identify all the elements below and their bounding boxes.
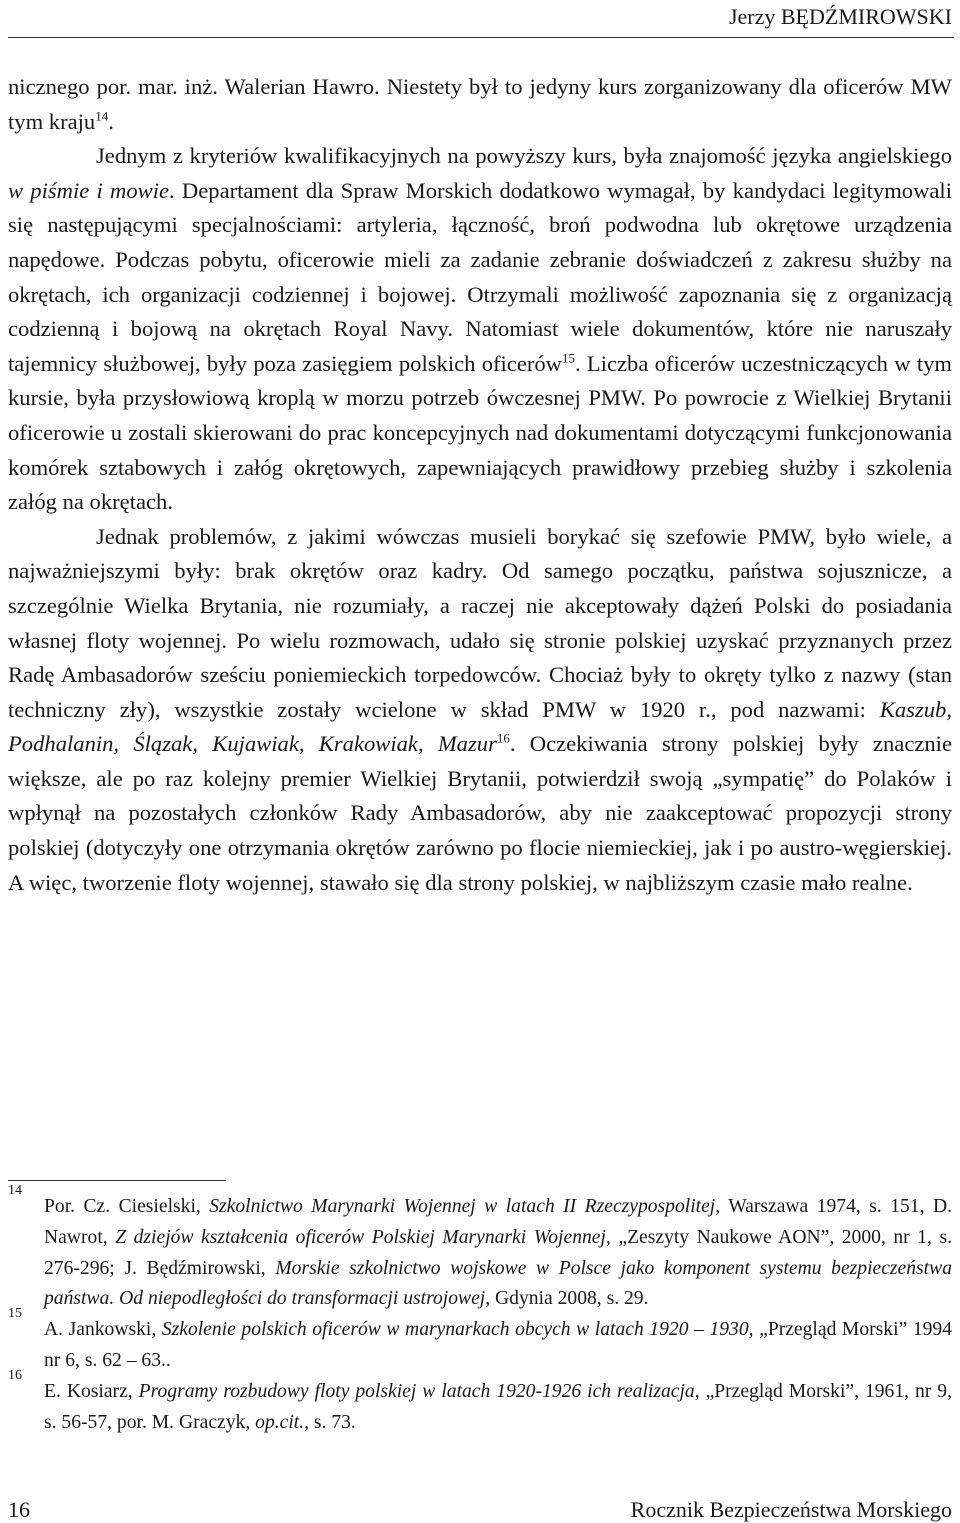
paragraph-2-text-b: . Departament dla Spraw Morskich dodatkowo wymagał, by kandydaci legitymowali się następującymi specjalnościami: artyleria, łączność, broń podwodna lub okrętowe urządzenia napędowe. Podczas pobytu, oficerowie mieli za zadanie zebranie doświadczeń z zakresu służby na okrętach, ich organizacji codziennej i bojowej. Otrzymali możliwość zapoznania się z organizacją codzienną i bojową na okrętach Royal Navy. Natomiast wiele dokumentów, które nie naruszały tajemnicy służbowej, były poza zasięgiem polskich oficerów xyxy=(8,177,952,376)
footnote-text: Gdynia 2008, s. 29. xyxy=(490,1288,649,1310)
paragraph-3 xyxy=(8,520,952,901)
footnote-title: op.cit., xyxy=(255,1411,310,1433)
footnote-14 xyxy=(8,1183,952,1315)
header-rule xyxy=(8,37,954,38)
footnotes xyxy=(8,1183,953,1438)
footnote-text: „Przegląd Morski”, 1961, nr 9, s. 56-57, por. M. Graczyk, xyxy=(44,1380,952,1433)
paragraph-1-text: nicznego por. mar. inż. Walerian Hawro. Niestety był to jedyny kurs zorganizowany dla oficerów MW tym kraju xyxy=(8,74,952,134)
footnote-text: Warszawa 1974, s. 151, D. Nawrot, xyxy=(44,1196,952,1248)
footnote-number: 14 xyxy=(8,1183,22,1198)
paragraph-2-emphasis: w piśmie i mowie xyxy=(8,177,170,203)
footnote-16 xyxy=(8,1367,952,1439)
footnote-title: Szkolenie polskich oficerów w marynarkach obcych w latach 1920 – 1930, xyxy=(161,1319,754,1341)
paragraph-3-text-a: Jednak problemów, z jakimi wówczas musieli borykać się szefowie PMW, było wiele, a najważniejszymi były: brak okrętów oraz kadry. Od samego początku, państwa sojusznicze, a szczególnie Wielka Brytania, nie rozumiały, a raczej nie akceptowały dążeń Polski do posiadania własnej floty wojennej. Po wielu rozmowach, udało się stronie polskiej uzyskać przyznanych przez Radę Ambasadorów sześciu poniemieckich torpedowców. Chociaż były to okręty tylko z nazwy (stan techniczny zły), wszystkie zostały wcielone w skład PMW w 1920 r., pod nazwami: xyxy=(8,523,952,722)
footnote-title: Programy rozbudowy floty polskiej w latach 1920-1926 ich realizacja, xyxy=(138,1380,700,1402)
paragraph-3-text-b: . Oczekiwania strony polskiej były znacznie większe, ale po raz kolejny premier Wielkiej Brytanii, potwierdził swoją „sympatię” do Polaków i wpłynął na pozostałych członków Rady Ambasadorów, aby nie zaakceptować propozycji strony polskiej (dotyczyły one otrzymania okrętów zarówno po flocie niemieckiej, jak i po austro-węgierskiej. A więc, tworzenie floty wojennej, stawało się dla strony polskiej, w najbliższym czasie mało realne. xyxy=(8,731,952,895)
footnote-text: E. Kosiarz, xyxy=(44,1380,139,1402)
footnote-separator xyxy=(8,1180,226,1181)
footnote-text: „Przegląd Morski” 1994 nr 6, s. 62 – 63.. xyxy=(44,1319,953,1371)
paragraph-2 xyxy=(8,139,952,520)
footnote-ref-14[interactable]: 14 xyxy=(95,108,109,124)
page-number: 16 xyxy=(8,1497,30,1522)
paragraph-1 xyxy=(8,70,952,139)
footnote-ref-15[interactable]: 15 xyxy=(562,350,575,366)
paragraph-1-end: . xyxy=(108,108,114,134)
ship-names: Kaszub, Podhalanin, Ślązak, Kujawiak, Krakowiak, Mazur xyxy=(8,696,952,757)
footnote-title: Morskie szkolnictwo wojskowe w Polsce jako komponent systemu bezpieczeństwa państwa. Od niepodległości do transformacji ustrojowej, xyxy=(44,1257,952,1310)
footnote-number: 15 xyxy=(8,1306,22,1322)
footnote-15 xyxy=(8,1306,953,1377)
footnote-text: s. 73. xyxy=(309,1411,356,1433)
paragraph-2-text-c: . Liczba oficerów uczestniczących w tym kursie, była przysłowiową kroplą w morzu potrzeb ówczesnej PMW. Po powrocie z Wielkiej Brytanii oficerowie u zostali skierowani do prac koncepcyjnych nad dokumentami dotyczącymi funkcjonowania komórek sztabowych i załóg okrętowych, zapewniających prawidłowy przebieg służby i szkolenia załóg na okrętach. xyxy=(8,350,952,515)
footnote-title: Z dziejów kształcenia oficerów Polskiej Marynarki Wojennej, xyxy=(115,1226,611,1248)
footnote-number: 16 xyxy=(8,1367,22,1383)
main-text xyxy=(8,70,952,900)
footnote-title: Szkolnictwo Marynarki Wojennej w latach II Rzeczypospolitej, xyxy=(209,1196,721,1217)
footnote-text: A. Jankowski, xyxy=(44,1319,162,1341)
journal-title: Rocznik Bezpieczeństwa Morskiego xyxy=(630,1497,952,1522)
paragraph-2-text-a: Jednym z kryteriów kwalifikacyjnych na powyższy kurs, była znajomość języka angielskiego xyxy=(96,143,952,169)
footnote-text: „Zeszyty Naukowe AON”, 2000, nr 1, s. 276-296; J. Będźmirowski, xyxy=(44,1226,952,1279)
footnote-text: Por. Cz. Ciesielski, xyxy=(44,1196,210,1217)
running-header-author: Jerzy BĘDŹMIROWSKI xyxy=(728,4,952,29)
footnote-ref-16[interactable]: 16 xyxy=(496,730,510,746)
